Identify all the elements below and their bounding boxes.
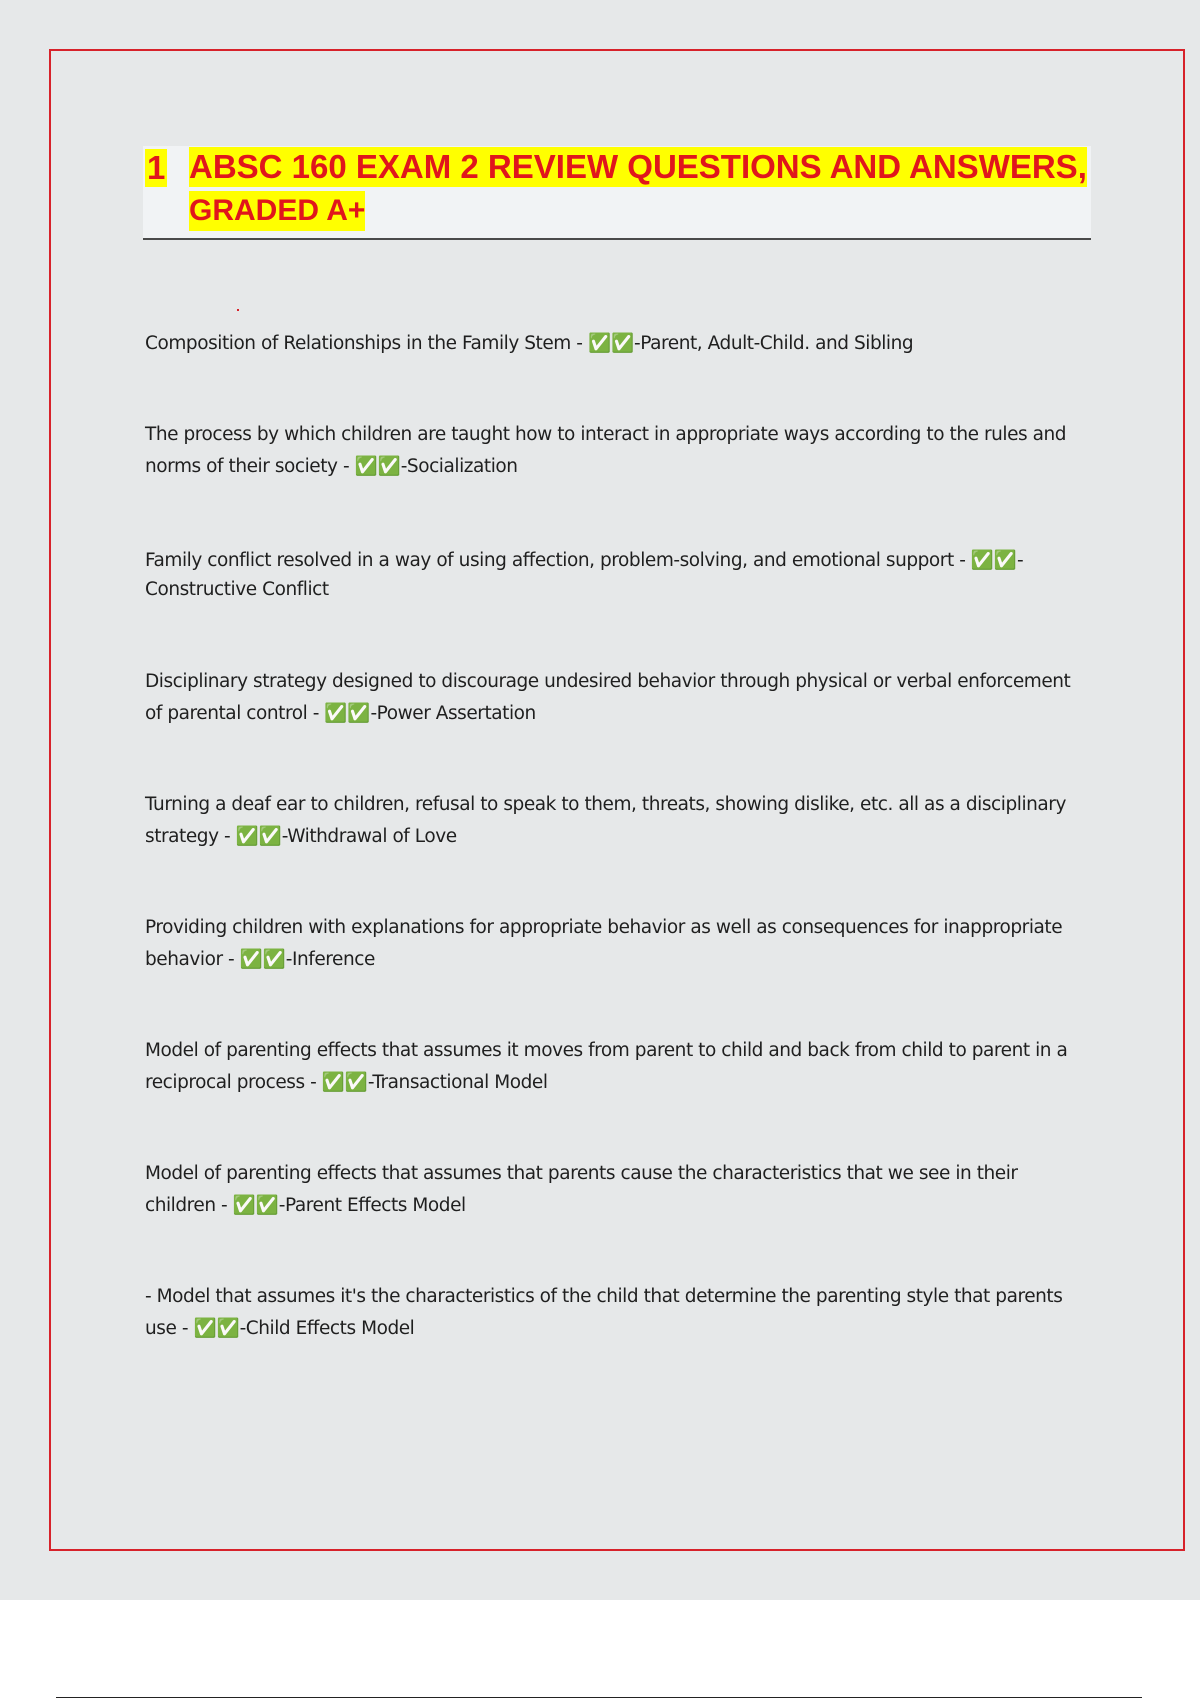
qa-item bbox=[145, 328, 1090, 360]
qa-item bbox=[145, 1281, 1090, 1345]
answer-text: -Socialization bbox=[400, 456, 518, 477]
answer-text: -Withdrawal of Love bbox=[281, 826, 457, 847]
question-text: Family conflict resolved in a way of using affection, problem-solving, and emotional support - bbox=[145, 550, 971, 571]
question-text: The process by which children are taught how to interact in appropriate ways according to the rules and norms of their society - bbox=[145, 424, 1067, 477]
check-icon: ✅✅ bbox=[193, 1318, 240, 1339]
check-icon: ✅✅ bbox=[354, 456, 401, 477]
check-icon: ✅✅ bbox=[235, 826, 282, 847]
document-title bbox=[143, 146, 1091, 240]
stray-mark bbox=[237, 309, 239, 311]
heading-number: 1 bbox=[147, 149, 166, 186]
title-line-1: ABSC 160 EXAM 2 REVIEW QUESTIONS AND ANSWERS, bbox=[189, 148, 1087, 185]
answer-text: -Transactional Model bbox=[367, 1072, 548, 1093]
qa-item bbox=[145, 666, 1090, 730]
question-text: - Model that assumes it's the characteristics of the child that determine the parenting style that parents use - bbox=[145, 1286, 1063, 1339]
check-icon: ✅✅ bbox=[587, 333, 635, 354]
check-icon: ✅✅ bbox=[239, 949, 286, 970]
answer-text: -Power Assertation bbox=[370, 703, 536, 724]
qa-item bbox=[145, 912, 1090, 976]
title-line-2: GRADED A+ bbox=[189, 191, 365, 231]
question-text: Composition of Relationships in the Family Stem - bbox=[145, 333, 588, 354]
question-text: Turning a deaf ear to children, refusal to speak to them, threats, showing dislike, etc. all as a disciplinary strategy - bbox=[145, 794, 1066, 847]
check-icon: ✅✅ bbox=[321, 1072, 368, 1093]
question-text: Providing children with explanations for appropriate behavior as well as consequences for inappropriate behavior - bbox=[145, 917, 1063, 970]
answer-text: -Parent Effects Model bbox=[278, 1195, 466, 1216]
question-text: Disciplinary strategy designed to discourage undesired behavior through physical or verbal enforcement of parental control - bbox=[145, 671, 1071, 724]
qa-item bbox=[145, 546, 1090, 604]
qa-item bbox=[145, 419, 1090, 483]
answer-text: -Parent, Adult-Child. and Sibling bbox=[634, 333, 914, 354]
qa-item bbox=[145, 789, 1090, 853]
check-icon: ✅✅ bbox=[324, 703, 371, 724]
check-icon: ✅✅ bbox=[232, 1195, 279, 1216]
footer-rule bbox=[56, 1697, 1142, 1698]
question-text: Model of parenting effects that assumes it moves from parent to child and back from child to parent in a reciprocal process - bbox=[145, 1040, 1068, 1093]
answer-text: -Child Effects Model bbox=[239, 1318, 415, 1339]
question-text: Model of parenting effects that assumes that parents cause the characteristics that we see in their children - bbox=[145, 1163, 1018, 1216]
answer-text: -Inference bbox=[285, 949, 375, 970]
check-icon: ✅✅ bbox=[970, 550, 1017, 571]
answer-text: -Constructive Conflict bbox=[145, 550, 1024, 600]
qa-item bbox=[145, 1158, 1090, 1222]
qa-item bbox=[145, 1035, 1090, 1099]
